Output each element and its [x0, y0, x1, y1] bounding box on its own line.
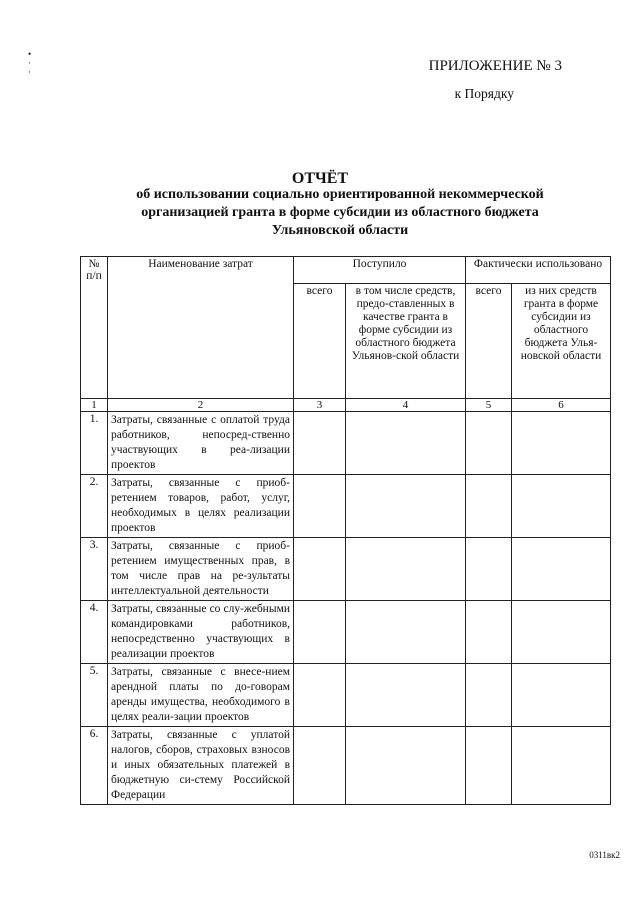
row-number: 4. [81, 601, 108, 664]
expense-table [80, 256, 611, 805]
header-used: Фактически использовано [466, 257, 611, 284]
header-num: № п/п [81, 257, 108, 399]
header-grant-used: из них средств гранта в форме субсидии из областного бюджета Улья-новской области [512, 284, 611, 399]
index-cell: 1 [81, 399, 108, 412]
cell-grant-used [512, 727, 611, 805]
cell-total-used [466, 538, 512, 601]
index-cell: 6 [512, 399, 611, 412]
index-cell: 5 [466, 399, 512, 412]
row-name: Затраты, связанные с приоб-ретением имущественных прав, в том числе прав на ре-зультаты интеллектуальной деятельности [108, 538, 294, 601]
cell-total [294, 601, 346, 664]
cell-grant [346, 412, 466, 475]
row-number: 1. [81, 412, 108, 475]
cell-total-used [466, 664, 512, 727]
report-title: ОТЧЁТ [291, 170, 349, 187]
table-header-row-1 [81, 257, 611, 284]
appendix-sublabel: к Порядку [454, 86, 514, 101]
scan-marks: • · · [28, 49, 32, 77]
header-name: Наименование затрат [108, 257, 294, 399]
table-row [81, 412, 611, 475]
cell-grant-used [512, 538, 611, 601]
cell-total-used [466, 412, 512, 475]
cell-total-used [466, 727, 512, 805]
row-number: 3. [81, 538, 108, 601]
cell-grant-used [512, 664, 611, 727]
index-cell: 3 [294, 399, 346, 412]
row-name: Затраты, связанные с уплатой налогов, сборов, страховых взносов и иных обязательных платежей в бюджетную си-стему Российской Федерации [108, 727, 294, 805]
cell-grant [346, 475, 466, 538]
cell-total [294, 727, 346, 805]
table-row [81, 475, 611, 538]
cell-grant [346, 727, 466, 805]
cell-grant [346, 664, 466, 727]
table-row [81, 538, 611, 601]
cell-grant-used [512, 475, 611, 538]
page-code: 0311вк2 [589, 850, 620, 860]
cell-total-used [466, 475, 512, 538]
index-cell: 4 [346, 399, 466, 412]
row-name: Затраты, связанные с внесе-нием арендной платы по до-говорам аренды имущества, необходимого в целях реали-зации проектов [108, 664, 294, 727]
header-total-used: всего [466, 284, 512, 399]
row-number: 6. [81, 727, 108, 805]
header-grant: в том числе средств, предо-ставленных в качестве гранта в форме субсидии из областного бюджета Ульянов-ской области [346, 284, 466, 399]
table-row [81, 664, 611, 727]
cell-total [294, 538, 346, 601]
cell-total [294, 412, 346, 475]
table-row [81, 727, 611, 805]
header-received: Поступило [294, 257, 466, 284]
index-cell: 2 [108, 399, 294, 412]
cell-grant [346, 601, 466, 664]
table-row [81, 601, 611, 664]
cell-grant [346, 538, 466, 601]
row-name: Затраты, связанные со слу-жебными командировками работников, непосредственно участвующих в реализации проектов [108, 601, 294, 664]
row-number: 5. [81, 664, 108, 727]
cell-total [294, 475, 346, 538]
row-number: 2. [81, 475, 108, 538]
row-name: Затраты, связанные с приоб-ретением товаров, работ, услуг, необходимых в целях реализации проектов [108, 475, 294, 538]
cell-grant-used [512, 412, 611, 475]
row-name: Затраты, связанные с оплатой труда работников, непосред-ственно участвующих в реа-лизации проектов [108, 412, 294, 475]
cell-total-used [466, 601, 512, 664]
appendix-label: ПРИЛОЖЕНИЕ № 3 [428, 58, 562, 74]
report-subtitle: об использовании социально ориентированной некоммерческой организацией гранта в форме субсидии из областного бюджета Ульяновской области [136, 187, 544, 238]
header-total: всего [294, 284, 346, 399]
column-index-row [81, 399, 611, 412]
cell-grant-used [512, 601, 611, 664]
cell-total [294, 664, 346, 727]
